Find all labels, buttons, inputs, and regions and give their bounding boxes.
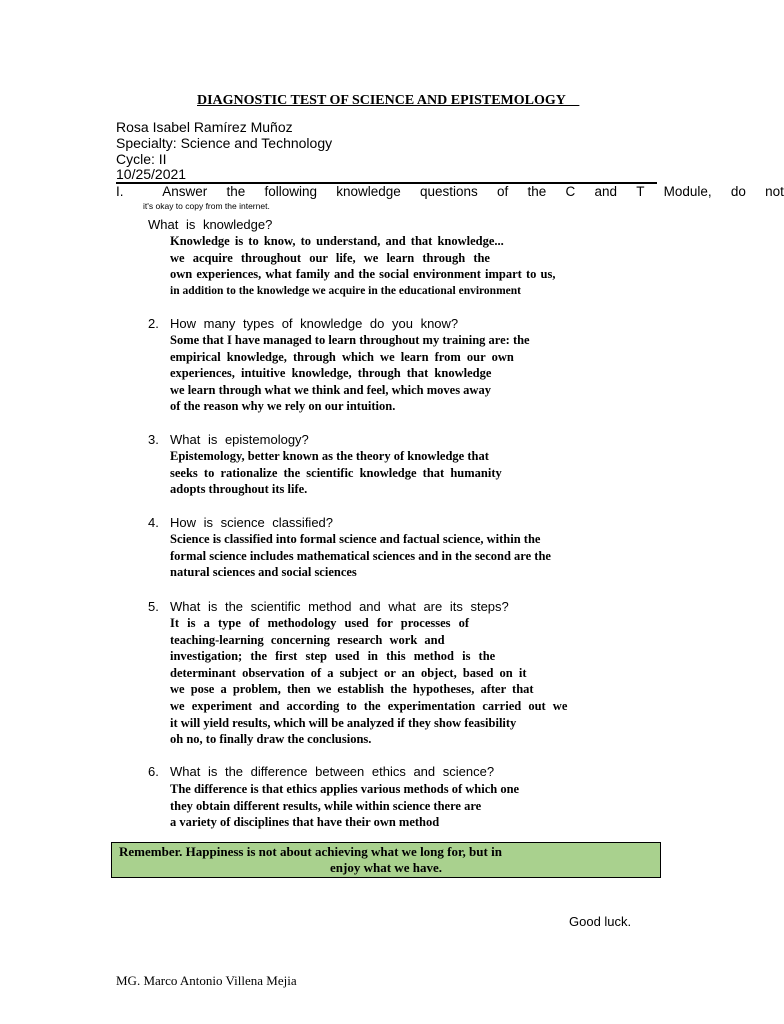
answer-line: The difference is that ethics applies various methods of which one	[170, 782, 520, 796]
question-text: How many types of knowledge do you know?	[170, 316, 459, 331]
date-line: 10/25/2021	[116, 166, 187, 182]
question-text: What is knowledge?	[148, 217, 273, 232]
student-name: Rosa Isabel Ramírez Muñoz	[116, 119, 293, 135]
answer-line: determinant observation of a subject or an object, based on it	[170, 665, 527, 680]
instructions-word: the	[527, 184, 547, 199]
question-number: 6.	[148, 764, 159, 779]
question-4	[148, 515, 333, 531]
question-1	[148, 217, 272, 233]
question-text: What is epistemology?	[170, 432, 309, 447]
callout-line-2: enjoy what we have.	[330, 860, 442, 875]
answer-2	[170, 332, 610, 415]
answer-line: investigation; the first step used in this method is the	[170, 649, 496, 664]
question-2	[148, 316, 458, 332]
instructions-note: it's okay to copy from the internet.	[143, 201, 270, 211]
teacher-signature: MG. Marco Antonio Villena Mejia	[116, 973, 297, 988]
instructions-line	[116, 184, 784, 200]
answer-line: Some that I have managed to learn throughout my training are: the	[170, 333, 530, 347]
question-text: How is science classified?	[170, 515, 334, 530]
answer-line: we learn through what we think and feel, which moves away	[170, 382, 491, 397]
question-number: 4.	[148, 515, 159, 530]
answer-line: Knowledge is to know, to understand, and that knowledge...	[170, 234, 504, 248]
question-3	[148, 432, 309, 448]
cycle-line: Cycle: II	[116, 151, 167, 167]
instructions-word: Answer	[162, 184, 208, 199]
answer-line: seeks to rationalize the scientific knowledge that humanity	[170, 465, 502, 480]
question-number: 2.	[148, 316, 159, 331]
instructions-word: following	[264, 184, 317, 199]
answer-4	[170, 531, 610, 581]
instructions-word: knowledge	[336, 184, 401, 199]
answer-line: it will yield results, which will be analyzed if they show feasibility	[170, 715, 517, 730]
specialty-line: Specialty: Science and Technology	[116, 135, 333, 151]
answer-line: a variety of disciplines that have their own method	[170, 815, 440, 830]
answer-line: teaching-learning concerning research work and	[170, 632, 445, 647]
instructions-word: do	[730, 184, 746, 199]
answer-line: empirical knowledge, through which we learn from our own	[170, 349, 514, 364]
answer-line: experiences, intuitive knowledge, through that knowledge	[170, 366, 492, 381]
answer-6	[170, 781, 610, 831]
answer-line: we acquire throughout our life, we learn through the	[170, 250, 490, 265]
instructions-word: and	[594, 184, 617, 199]
instructions-numeral: I.	[116, 184, 124, 199]
instructions-word: not	[765, 184, 784, 199]
instructions-word: T	[636, 184, 645, 199]
answer-line: of the reason why we rely on our intuition.	[170, 399, 396, 414]
answer-line: they obtain different results, while within science there are	[170, 798, 482, 813]
question-6	[148, 764, 494, 780]
answer-3	[170, 448, 610, 498]
instructions-word: questions	[419, 184, 478, 199]
instructions-word: C	[565, 184, 576, 199]
answer-5	[170, 615, 610, 748]
callout-line-1: Remember. Happiness is not about achieving what we long for, but in	[119, 844, 502, 859]
instructions-word: the	[226, 184, 246, 199]
answer-line: oh no, to finally draw the conclusions.	[170, 732, 372, 747]
answer-line: Science is classified into formal science and factual science, within the	[170, 532, 541, 546]
question-text: What is the difference between ethics and science?	[170, 764, 495, 779]
good-luck-text: Good luck.	[569, 914, 632, 929]
answer-line: natural sciences and social sciences	[170, 565, 357, 580]
instructions-word: of	[496, 184, 509, 199]
answer-line: own experiences, what family and the social environment impart to us,	[170, 267, 556, 282]
answer-1	[170, 233, 610, 299]
instructions-word: Module,	[663, 184, 712, 199]
question-5	[148, 599, 509, 615]
answer-line: Epistemology, better known as the theory of knowledge that	[170, 449, 489, 463]
reminder-callout	[111, 842, 661, 878]
answer-line: adopts throughout its life.	[170, 482, 308, 497]
answer-line: in addition to the knowledge we acquire in the educational environment	[170, 284, 521, 297]
answer-line: formal science includes mathematical sciences and in the second are the	[170, 548, 551, 563]
document-title: DIAGNOSTIC TEST OF SCIENCE AND EPISTEMOLOGY	[197, 93, 580, 108]
question-number: 3.	[148, 432, 159, 447]
answer-line: we pose a problem, then we establish the hypotheses, after that	[170, 682, 534, 697]
question-number: 5.	[148, 599, 159, 614]
answer-line: we experiment and according to the experimentation carried out we	[170, 698, 568, 713]
answer-line: It is a type of methodology used for processes of	[170, 616, 470, 630]
question-text: What is the scientific method and what are its steps?	[170, 599, 509, 614]
